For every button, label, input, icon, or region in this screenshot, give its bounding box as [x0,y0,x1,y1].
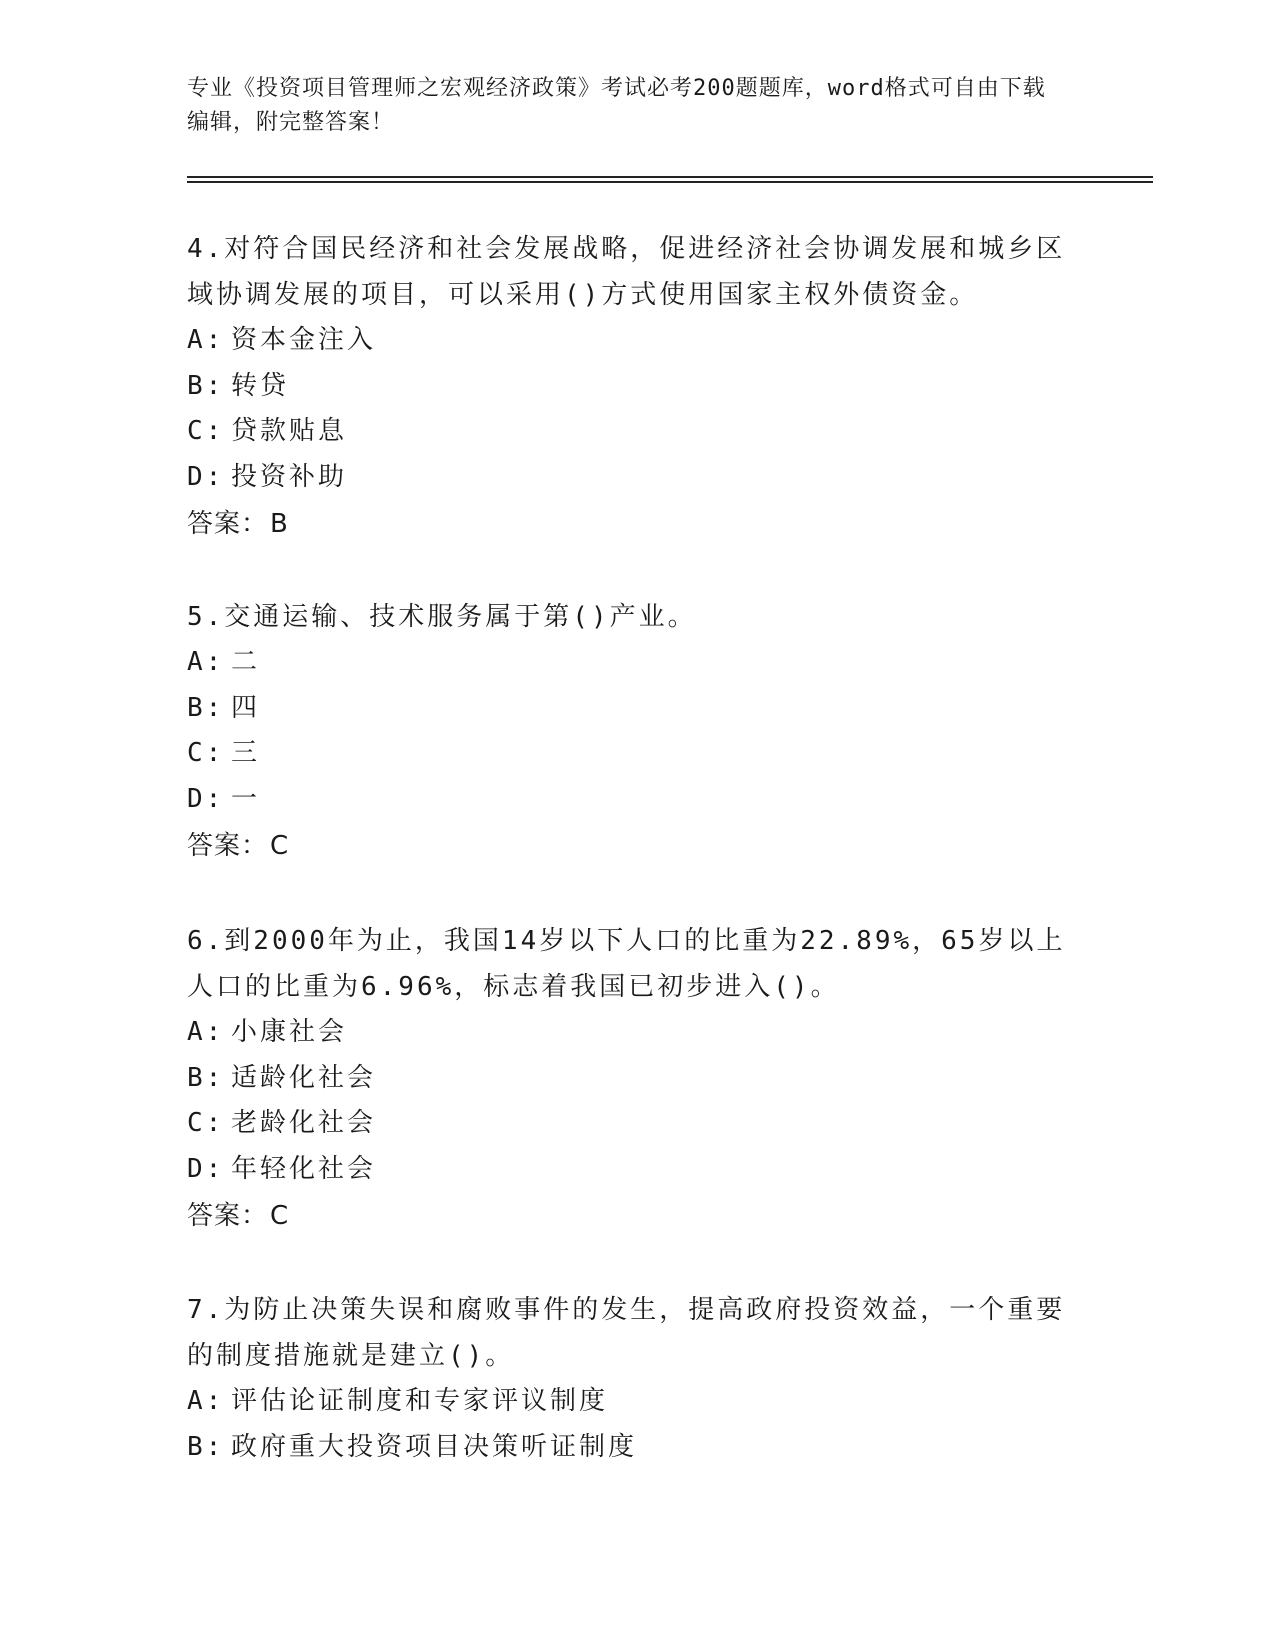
option-label: A: [187,1386,225,1416]
option-a [187,640,1087,686]
option-text: 四 [231,692,261,723]
option-text: 年轻化社会 [231,1153,377,1184]
option-label: B: [187,692,225,723]
question-stem: 5.交通运输、技术服务属于第()产业。 [187,602,697,632]
option-text: 投资补助 [231,461,348,492]
question-5 [187,594,1087,870]
answer-value: B [270,509,289,539]
answer-value: C [270,1201,290,1231]
option-label: C: [187,1108,225,1138]
option-c [187,731,1087,777]
option-text: 政府重大投资项目决策听证制度 [231,1431,638,1462]
option-label: A: [187,1017,225,1047]
option-text: 三 [231,738,261,768]
option-label: D: [187,1153,225,1184]
option-a [187,318,1087,364]
header-divider-top [187,176,1153,178]
option-label: D: [187,461,225,492]
answer [187,822,1087,870]
option-label: A: [187,325,225,355]
option-label: C: [187,416,225,446]
option-text: 评估论证制度和专家评议制度 [231,1386,609,1416]
option-b [187,1425,1087,1471]
option-text: 资本金注入 [231,325,377,355]
option-c [187,1101,1087,1147]
option-text: 贷款贴息 [231,416,348,446]
question-stem: 4.对符合国民经济和社会发展战略，促进经济社会协调发展和城乡区域协调发展的项目，可以采用()方式使用国家主权外债资金。 [187,234,1066,310]
answer [187,1192,1087,1240]
question-stem: 6.到2000年为止，我国14岁以下人口的比重为22.89%，65岁以上人口的比重为6.96%，标志着我国已初步进入()。 [187,926,1066,1002]
question-7 [187,1287,1087,1470]
option-b [187,364,1087,410]
answer [187,500,1087,548]
header-divider-bottom [187,181,1153,183]
answer-label: 答案： [187,831,269,861]
option-label: D: [187,783,225,814]
option-label: A: [187,647,225,677]
option-b [187,686,1087,732]
option-d [187,1147,1087,1193]
option-a [187,1379,1087,1425]
option-label: C: [187,738,225,768]
option-text: 适龄化社会 [231,1062,377,1093]
answer-label: 答案： [187,1201,269,1231]
option-text: 转贷 [231,370,290,401]
option-text: 老龄化社会 [231,1108,377,1138]
option-label: B: [187,1062,225,1093]
option-text: 二 [231,647,261,677]
option-d [187,777,1087,823]
option-b [187,1056,1087,1102]
question-stem: 7.为防止决策失误和腐败事件的发生，提高政府投资效益，一个重要的制度措施就是建立()。 [187,1295,1066,1371]
answer-value: C [270,831,290,861]
option-a [187,1010,1087,1056]
answer-label: 答案： [187,509,269,539]
option-text: 小康社会 [231,1017,348,1047]
question-6 [187,918,1087,1240]
option-text: 一 [231,783,261,814]
option-c [187,409,1087,455]
option-d [187,455,1087,501]
document-header: 专业《投资项目管理师之宏观经济政策》考试必考200题题库，word格式可自由下载编辑，附完整答案！ [187,76,1046,135]
question-4 [187,226,1087,548]
option-label: B: [187,370,225,401]
option-label: B: [187,1431,225,1462]
